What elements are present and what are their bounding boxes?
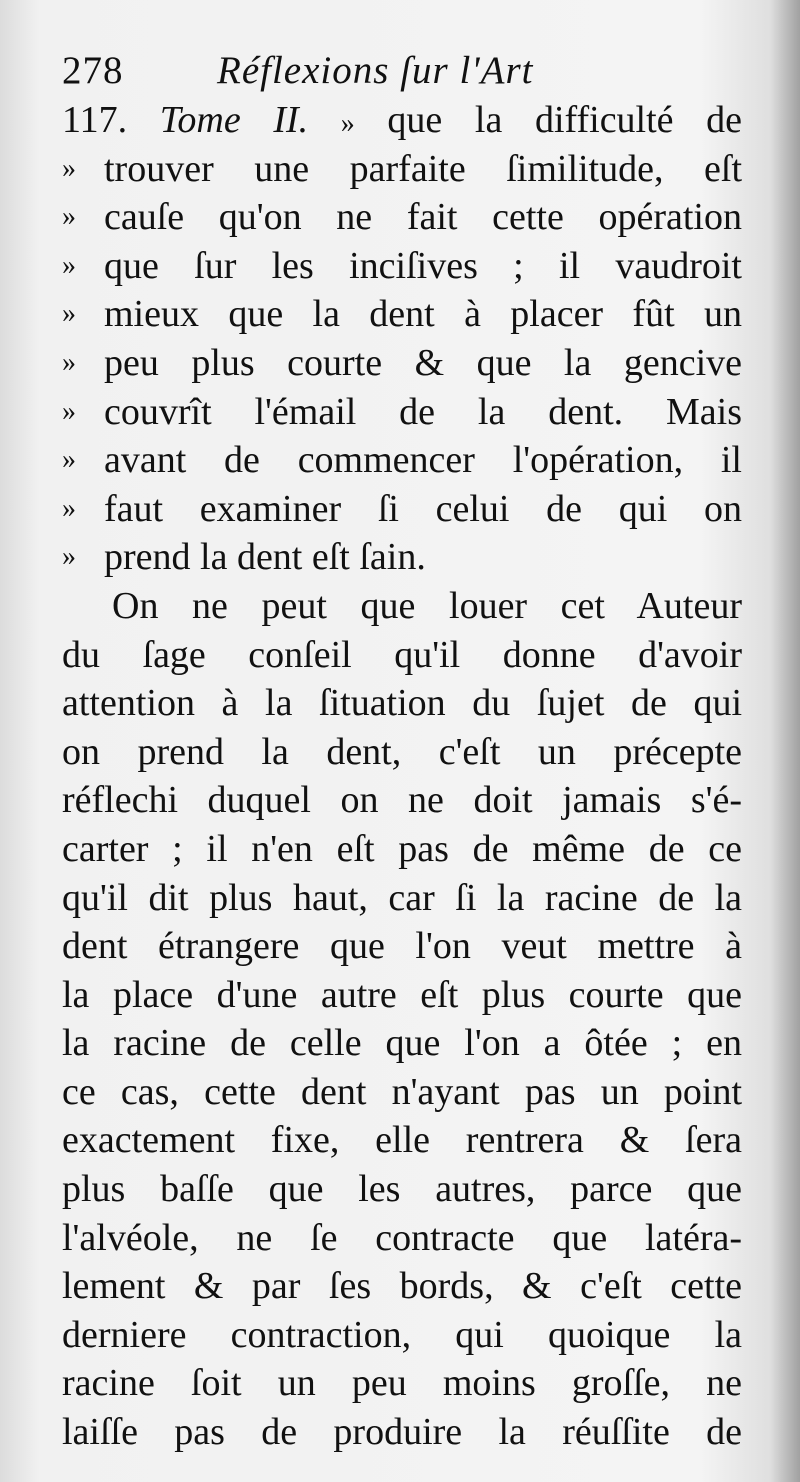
quote-mark: » xyxy=(62,298,76,330)
quote-line-text: peu plus courte & que la gencive xyxy=(104,341,742,384)
quote-mark: » xyxy=(62,346,76,378)
paragraph-line: qu'il dit plus haut, car ſi la racine de la xyxy=(62,876,742,919)
quote-line xyxy=(62,436,742,485)
running-title: Réflexions ſur l'Art xyxy=(217,49,534,92)
page-header xyxy=(62,40,742,96)
paragraph-line: plus baſſe que les autres, parce que xyxy=(62,1168,742,1211)
page-edge-shadow xyxy=(770,0,800,1482)
quote-line-text: mieux que la dent à placer fût un xyxy=(104,293,742,336)
quote-line xyxy=(62,290,742,339)
quote-line-text: que ſur les inciſives ; il vaudroit xyxy=(104,244,742,287)
quote-line xyxy=(62,388,742,437)
paragraph-line: la place d'une autre eſt plus courte que xyxy=(62,973,742,1016)
paragraph-line: l'alvéole, ne ſe contracte que latéra- xyxy=(62,1216,742,1259)
quote-line xyxy=(62,145,742,194)
text-block xyxy=(62,96,742,1457)
paragraph-line: réflechi duquel on ne doit jamais s'é- xyxy=(62,779,742,822)
paragraph-line: carter ; il n'en eſt pas de même de ce xyxy=(62,827,742,870)
paragraph-line: ce cas, cette dent n'ayant pas un point xyxy=(62,1070,742,1113)
paragraph-line: du ſage conſeil qu'il donne d'avoir xyxy=(62,633,742,676)
quote-line xyxy=(62,485,742,534)
paragraph-line: derniere contraction, qui quoique la xyxy=(62,1313,742,1356)
quote-mark: » xyxy=(62,492,76,524)
quote-mark: » xyxy=(62,249,76,281)
paragraph-line: exactement fixe, elle rentrera & ſera xyxy=(62,1119,742,1162)
quote-line-text: faut examiner ſi celui de qui on xyxy=(104,487,742,530)
quote-line xyxy=(62,242,742,291)
paragraph-line: lement & par ſes bords, & c'eſt cette xyxy=(62,1265,742,1308)
page-number: 278 xyxy=(62,49,124,92)
paragraph-line: attention à la ſituation du ſujet de qui xyxy=(62,682,742,725)
paragraph-line: la racine de celle que l'on a ôtée ; en xyxy=(62,1022,742,1065)
quote-mark: » xyxy=(62,395,76,427)
quote-first-line xyxy=(62,96,742,145)
quote-line-text: cauſe qu'on ne fait cette opération xyxy=(104,196,742,239)
quote-mark: » xyxy=(62,444,76,476)
paragraph-line: dent étrangere que l'on veut mettre à xyxy=(62,925,742,968)
quote-line xyxy=(62,339,742,388)
quote-mark: » xyxy=(62,541,76,573)
quote-line-text: prend la dent eſt ſain. xyxy=(104,536,426,579)
paragraph-line: On ne peut que louer cet Auteur xyxy=(112,584,742,627)
paragraph-line: laiſſe pas de produire la réuſſite de xyxy=(62,1411,742,1454)
paragraph-line: on prend la dent, c'eſt un précepte xyxy=(62,730,742,773)
quote-line-text: avant de commencer l'opération, il xyxy=(104,439,742,482)
quote-line-text: couvrît l'émail de la dent. Mais xyxy=(104,390,742,433)
quote-mark: » xyxy=(340,108,355,139)
quote-line xyxy=(62,193,742,242)
quote-mark: » xyxy=(62,201,76,233)
reference-volume: Tome II. xyxy=(159,99,309,141)
quote-text: que la difficulté de xyxy=(387,99,743,141)
paragraph-line: racine ſoit un peu moins groſſe, ne xyxy=(62,1362,742,1405)
quote-line-text: trouver une parfaite ſimilitude, eſt xyxy=(104,147,742,190)
quote-mark: » xyxy=(62,152,76,184)
quote-line-last xyxy=(62,533,742,582)
reference-number: 117. xyxy=(62,99,128,141)
